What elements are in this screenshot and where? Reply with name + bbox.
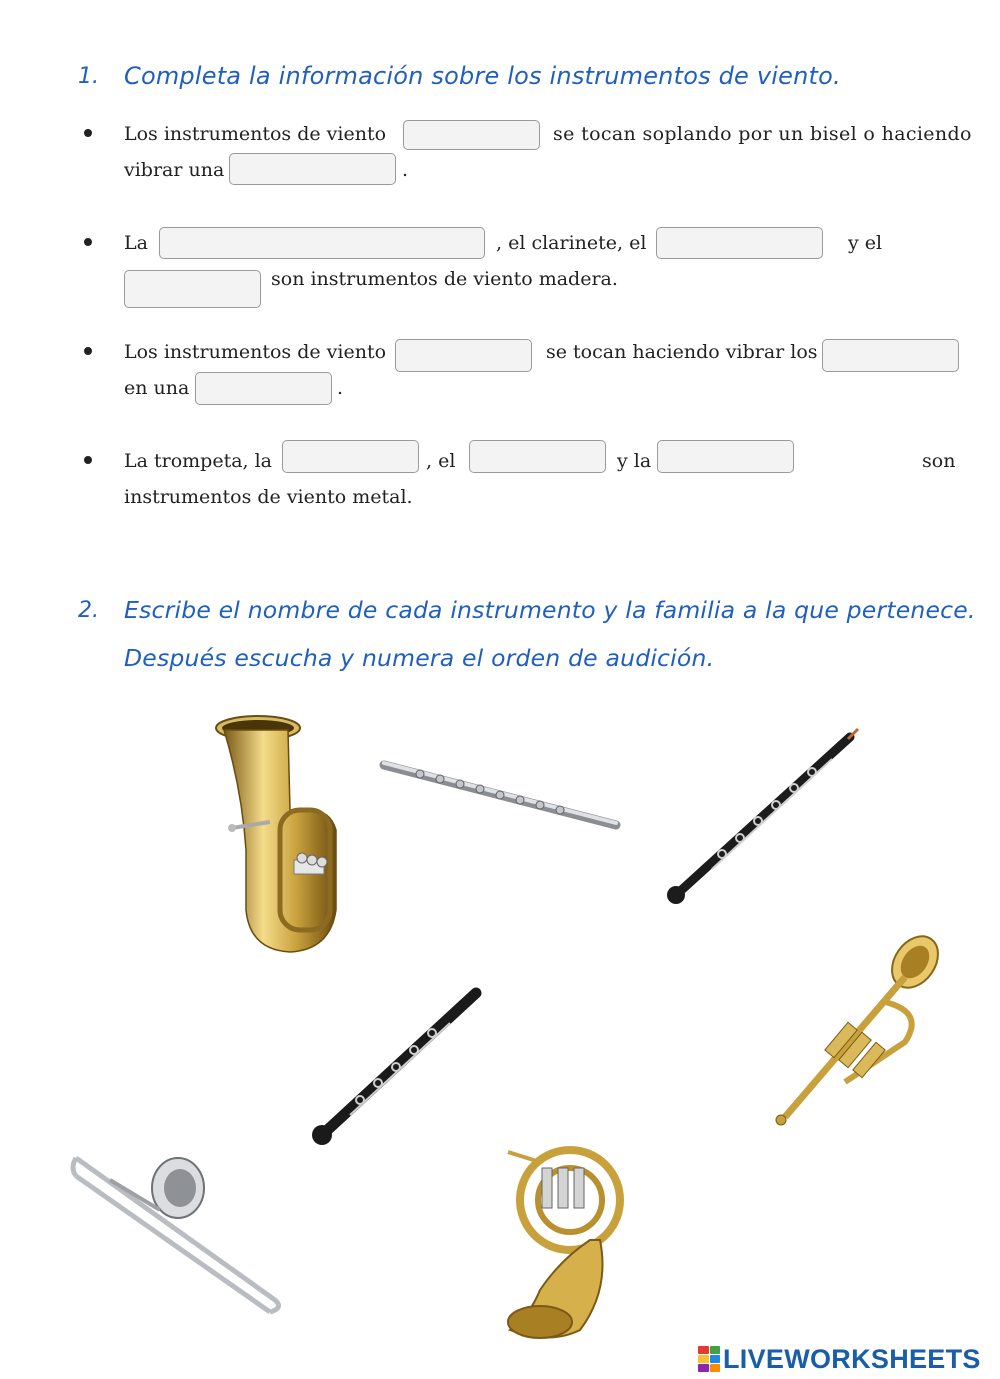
item1-text-a: Los instrumentos de viento [124, 123, 387, 145]
bullet [84, 129, 92, 137]
section2-title-line2: Después escucha y numera el orden de audición. [124, 644, 715, 672]
item2-blank-3[interactable] [124, 270, 261, 308]
item2-text-c: y el [848, 232, 883, 254]
item1-blank-2[interactable] [229, 153, 396, 185]
item1-text-b: se tocan soplando por un bisel o haciendo [553, 123, 972, 145]
item4-blank-3[interactable] [657, 440, 794, 473]
item3-text-b: se tocan haciendo vibrar los [546, 341, 818, 363]
item3-text-d: . [337, 377, 344, 399]
item2-blank-1[interactable] [159, 227, 485, 259]
item3-blank-2[interactable] [822, 339, 959, 372]
item4-blank-2[interactable] [469, 440, 606, 473]
flute-image [380, 755, 620, 835]
item3-text-a: Los instrumentos de viento [124, 341, 387, 363]
logo-mark-icon [698, 1346, 720, 1372]
item4-text-b: , el [426, 450, 456, 472]
clarinet-image [310, 985, 485, 1150]
item4-text-d: son [922, 450, 956, 472]
item3-blank-3[interactable] [195, 372, 332, 405]
section1-number: 1. [78, 64, 99, 89]
item1-text-c: vibrar una [124, 159, 225, 181]
bullet [84, 456, 92, 464]
bullet [84, 238, 92, 246]
item4-text-e: instrumentos de viento metal. [124, 486, 413, 508]
trumpet-image [765, 932, 945, 1132]
item4-blank-1[interactable] [282, 440, 419, 473]
tuba-image [210, 710, 350, 960]
item2-text-d: son instrumentos de viento madera. [271, 268, 618, 290]
item3-blank-1[interactable] [395, 339, 532, 372]
item4-text-c: y la [617, 450, 652, 472]
liveworksheets-logo [698, 1344, 981, 1374]
item2-text-a: La [124, 232, 148, 254]
item3-text-c: en una [124, 377, 190, 399]
section1-title: Completa la información sobre los instrumentos de viento. [124, 62, 841, 90]
item4-text-a: La trompeta, la [124, 450, 273, 472]
trombone-image [70, 1150, 290, 1320]
section2-number: 2. [78, 598, 99, 623]
item1-text-d: . [402, 159, 409, 181]
oboe-image [662, 725, 862, 910]
item2-blank-2[interactable] [656, 227, 823, 259]
section2-title-line1: Escribe el nombre de cada instrumento y la familia a la que pertenece. [124, 596, 976, 624]
french-horn-image [500, 1140, 630, 1350]
item2-text-b: , el clarinete, el [496, 232, 647, 254]
bullet [84, 347, 92, 355]
logo-text: LIVEWORKSHEETS [723, 1343, 981, 1374]
item1-blank-1[interactable] [403, 120, 540, 150]
